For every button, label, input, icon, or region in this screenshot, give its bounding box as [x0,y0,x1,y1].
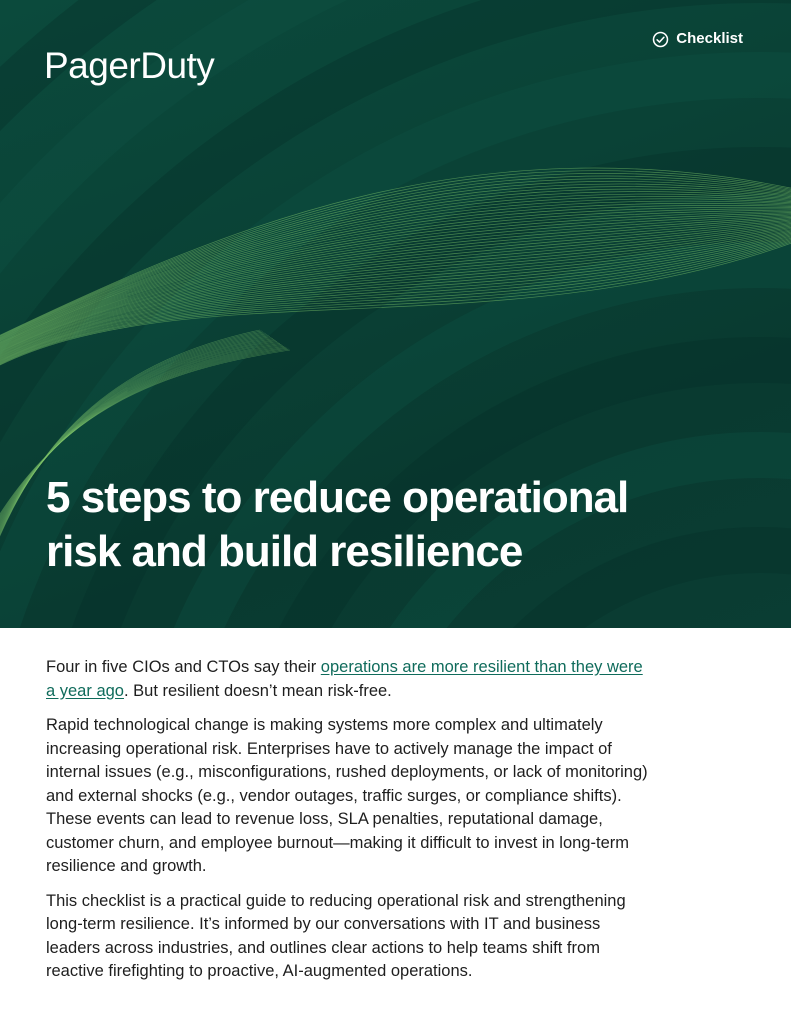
document-type-label: Checklist [676,30,743,47]
page-title-line-1: 5 steps to reduce operational [46,473,629,522]
intro-body [46,656,656,995]
page-title [46,471,766,579]
intro-paragraph-1-end: . But resilient doesn’t mean risk-free. [123,681,392,700]
intro-paragraph-1-start: Four in five CIOs and CTOs say their [46,658,321,676]
check-circle-icon [652,31,669,48]
resilience-survey-link[interactable]: operations are more resilient than they were a year ago [46,658,643,700]
pagerduty-logo: PagerDuty [44,45,215,86]
intro-paragraph-3: This checklist is a practical guide to reducing operational risk and strengthening long-term resilience. It’s informed by our conversations with IT and business leaders across industries, and outlines clear actions to help teams shift from reactive firefighting to proactive, AI-augmented operations. [46,891,626,980]
intro-paragraph-1 [46,656,656,703]
page-title-line-2: risk and build resilience [46,527,523,576]
document-type-badge [652,30,743,48]
intro-paragraph-2: Rapid technological change is making systems more complex and ultimately increasing operational risk. Enterprises have to actively manage the impact of internal issues (e.g., misconfigurations, rushed deployments, or lack of monitoring) and external shocks (e.g., vendor outages, traffic surges, or compliance shifts). These events can lead to revenue loss, SLA penalties, reputational damage, customer churn, and employee burnout—making it difficult to invest in long-term resilience and growth. [46,716,648,875]
